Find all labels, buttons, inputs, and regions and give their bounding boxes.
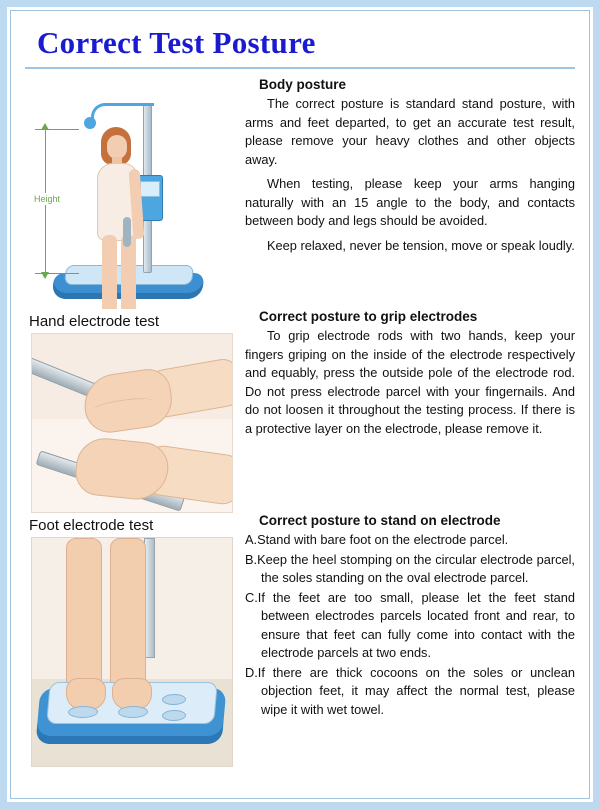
page-content: [10, 10, 590, 799]
hand-electrode-text-column: [237, 309, 575, 444]
foot-electrode-figure-column: [25, 513, 237, 767]
hand-electrode-figure-column: [25, 309, 237, 513]
hand-electrode-grip: [123, 217, 131, 247]
person-left-leg: [102, 235, 117, 309]
body-posture-figure-column: [25, 77, 237, 309]
title-divider: [25, 67, 575, 69]
person-figure: [83, 125, 151, 275]
foot-electrode-caption: Foot electrode test: [29, 517, 154, 534]
foot-electrode-item-c: C.If the feet are too small, please let the feet stand between electrodes parcels located front and rear, to ensure that feet can fully come into contact with the electrode parcels at two ends.: [245, 589, 575, 661]
leg-left: [66, 538, 102, 690]
height-label: Height: [34, 194, 61, 204]
hand-electrode-caption: Hand electrode test: [29, 313, 160, 330]
body-posture-paragraph-1: The correct posture is standard stand posture, with arms and feet departed, to get an accurate test result, please remove your heavy clothes and other objects away.: [245, 96, 575, 167]
foot-electrode-item-d: D.If there are thick cocoons on the soles or unclean objection feet, it may affect the normal test, please wipe it with wet towel.: [245, 664, 575, 717]
section-foot-electrode: [25, 513, 575, 767]
standing-posture-illustration: [31, 77, 231, 309]
foot-electrode-item-a: A.Stand with bare foot on the electrode parcel.: [245, 532, 509, 547]
body-posture-paragraph-3: Keep relaxed, never be tension, move or speak loudly.: [267, 237, 575, 253]
hand-electrode-illustration: [31, 333, 233, 513]
body-posture-paragraph-2: When testing, please keep your arms hanging naturally with an 15 angle to the body, and contacts between body and legs should be avoided.: [245, 176, 575, 229]
section-body-posture: [25, 77, 575, 309]
body-posture-text-column: [237, 77, 575, 261]
body-posture-heading: Body posture: [259, 77, 347, 92]
foot-electrode-text-column: [237, 513, 575, 720]
hand-electrode-heading: Correct posture to grip electrodes: [259, 309, 478, 324]
leg-right: [110, 538, 146, 690]
section-hand-electrode: [25, 309, 575, 513]
hand-electrode-paragraph-1: To grip electrode rods with two hands, keep your fingers griping on the inside of the electrode respectively and equably, press the outside pole of the electrode rod. Do not press electrode parcel with your fingernails. And do not loosen it throughout the testing process. If there is a protective layer on the electrode, please remove it.: [245, 328, 575, 436]
person-face: [107, 135, 127, 159]
foot-electrode-heading: Correct posture to stand on electrode: [259, 513, 501, 528]
foot-electrode-item-b: B.Keep the heel stomping on the circular electrode parcel, the soles standing on the oval electrode parcel.: [245, 551, 575, 586]
page-title: Correct Test Posture: [37, 25, 316, 60]
foot-electrode-illustration: [31, 537, 233, 767]
